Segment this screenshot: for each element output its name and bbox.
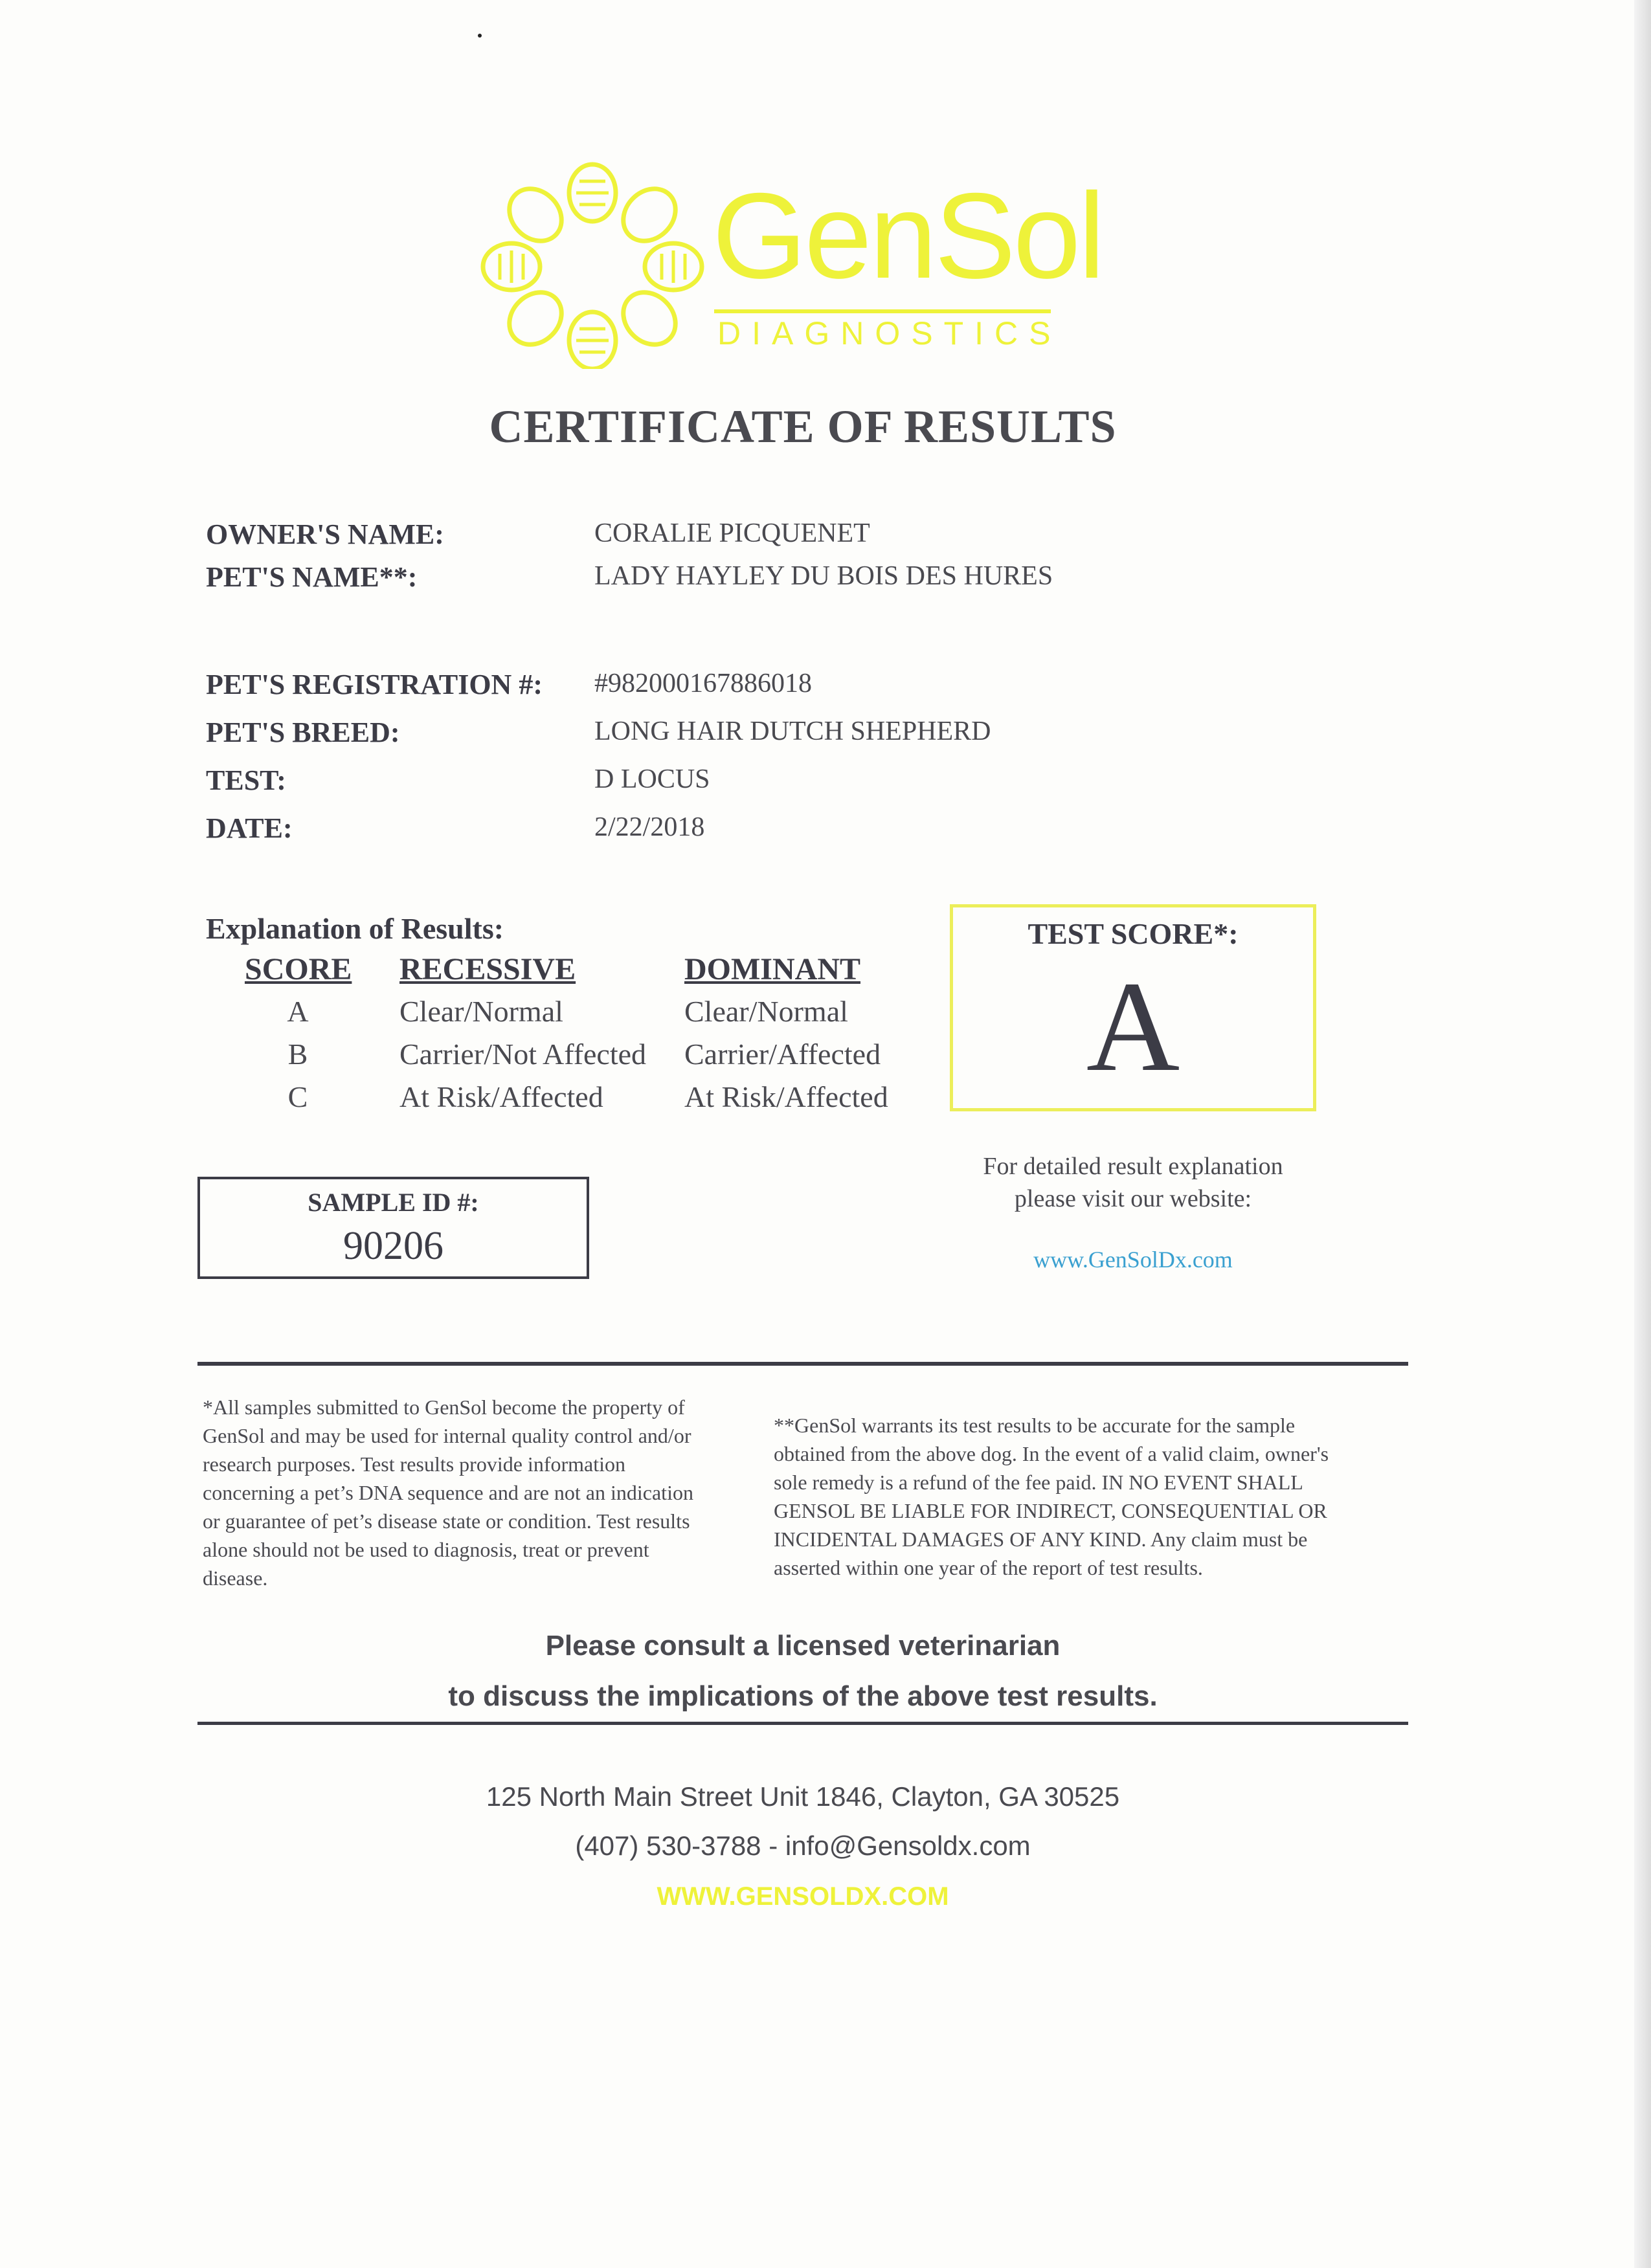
score-row-a-recessive: Clear/Normal bbox=[399, 995, 563, 1028]
disclaimer-right-line: GENSOL BE LIABLE FOR INDIRECT, CONSEQUENTIAL OR bbox=[774, 1499, 1327, 1522]
website-link[interactable]: www.GenSolDx.com bbox=[1033, 1247, 1233, 1273]
disclaimer-right-line: asserted within one year of the report of test results. bbox=[774, 1556, 1203, 1579]
date-value: 2/22/2018 bbox=[594, 812, 705, 842]
test-value: D LOCUS bbox=[594, 764, 710, 794]
score-row-c-score: C bbox=[287, 1080, 308, 1113]
disclaimer-left-line: disease. bbox=[203, 1566, 268, 1590]
logo-underline bbox=[714, 309, 1051, 313]
detail-explanation-line1: For detailed result explanation bbox=[983, 1153, 1283, 1180]
disclaimer-left-line: or guarantee of pet’s disease state or condition. Test results bbox=[203, 1509, 690, 1533]
score-row-c-dominant: At Risk/Affected bbox=[684, 1080, 888, 1113]
score-row-c-recessive: At Risk/Affected bbox=[399, 1080, 603, 1113]
test-score-box bbox=[950, 904, 1316, 1111]
consult-line2: to discuss the implications of the above test results. bbox=[448, 1680, 1158, 1712]
score-column-header: SCORE bbox=[245, 952, 352, 986]
sample-id-value: 90206 bbox=[343, 1224, 444, 1268]
pet-name-label: PET'S NAME**: bbox=[206, 561, 418, 593]
disclaimer-left-line: *All samples submitted to GenSol become the property of bbox=[203, 1395, 685, 1419]
top-divider bbox=[197, 1362, 1408, 1366]
breed-label: PET'S BREED: bbox=[206, 717, 400, 748]
owner-name-label: OWNER'S NAME: bbox=[206, 518, 444, 550]
disclaimer-right-line: **GenSol warrants its test results to be accurate for the sample bbox=[774, 1414, 1296, 1437]
test-score-value: A bbox=[1086, 955, 1180, 1098]
registration-value: #982000167886018 bbox=[594, 669, 812, 698]
certificate-title: CERTIFICATE OF RESULTS bbox=[489, 401, 1117, 452]
score-row-b-score: B bbox=[287, 1038, 308, 1071]
breed-value: LONG HAIR DUTCH SHEPHERD bbox=[594, 717, 991, 746]
logo-subtitle: DIAGNOSTICS bbox=[717, 315, 1062, 351]
dominant-column-header: DOMINANT bbox=[684, 952, 860, 986]
score-row-b-dominant: Carrier/Affected bbox=[684, 1038, 881, 1071]
disclaimer-right bbox=[774, 1411, 1415, 1582]
disclaimer-left-line: GenSol and may be used for internal quality control and/or bbox=[203, 1424, 691, 1447]
registration-label: PET'S REGISTRATION #: bbox=[206, 669, 543, 700]
disclaimer-left-line: research purposes. Test results provide information bbox=[203, 1452, 625, 1476]
score-row-b-recessive: Carrier/Not Affected bbox=[399, 1038, 647, 1071]
date-label: DATE: bbox=[206, 812, 293, 844]
disclaimer-right-line: INCIDENTAL DAMAGES OF ANY KIND. Any claim must be bbox=[774, 1528, 1308, 1551]
test-label: TEST: bbox=[206, 764, 286, 796]
sample-id-label: SAMPLE ID #: bbox=[308, 1188, 479, 1217]
sample-id-box bbox=[197, 1177, 589, 1279]
disclaimer-right-line: sole remedy is a refund of the fee paid. IN NO EVENT SHALL bbox=[774, 1471, 1303, 1494]
test-score-label: TEST SCORE*: bbox=[1028, 917, 1239, 950]
page-edge-shadow bbox=[1634, 0, 1651, 2268]
explanation-title: Explanation of Results: bbox=[206, 912, 504, 945]
bottom-divider bbox=[197, 1722, 1408, 1725]
recessive-column-header: RECESSIVE bbox=[399, 952, 576, 986]
gensol-logo-dna-ring bbox=[476, 162, 709, 369]
detail-explanation-line2: please visit our website: bbox=[1014, 1185, 1252, 1212]
footer-website: WWW.GENSOLDX.COM bbox=[657, 1882, 949, 1911]
owner-name-value: CORALIE PICQUENET bbox=[594, 518, 870, 548]
consult-line1: Please consult a licensed veterinarian bbox=[545, 1630, 1061, 1662]
disclaimer-left-line: concerning a pet’s DNA sequence and are not an indication bbox=[203, 1481, 693, 1504]
scan-speck bbox=[478, 34, 482, 38]
footer-address: 125 North Main Street Unit 1846, Clayton, GA 30525 bbox=[486, 1781, 1120, 1812]
score-row-a-score: A bbox=[287, 995, 309, 1028]
footer-contact: (407) 530-3788 - info@Gensoldx.com bbox=[575, 1830, 1031, 1861]
disclaimer-left bbox=[203, 1393, 772, 1592]
score-row-a-dominant: Clear/Normal bbox=[684, 995, 848, 1028]
disclaimer-left-line: alone should not be used to diagnosis, treat or prevent bbox=[203, 1538, 649, 1561]
pet-name-value: LADY HAYLEY DU BOIS DES HURES bbox=[594, 561, 1053, 591]
logo-wordmark: GenSol bbox=[712, 168, 1103, 304]
disclaimer-right-line: obtained from the above dog. In the event of a valid claim, owner's bbox=[774, 1442, 1329, 1465]
